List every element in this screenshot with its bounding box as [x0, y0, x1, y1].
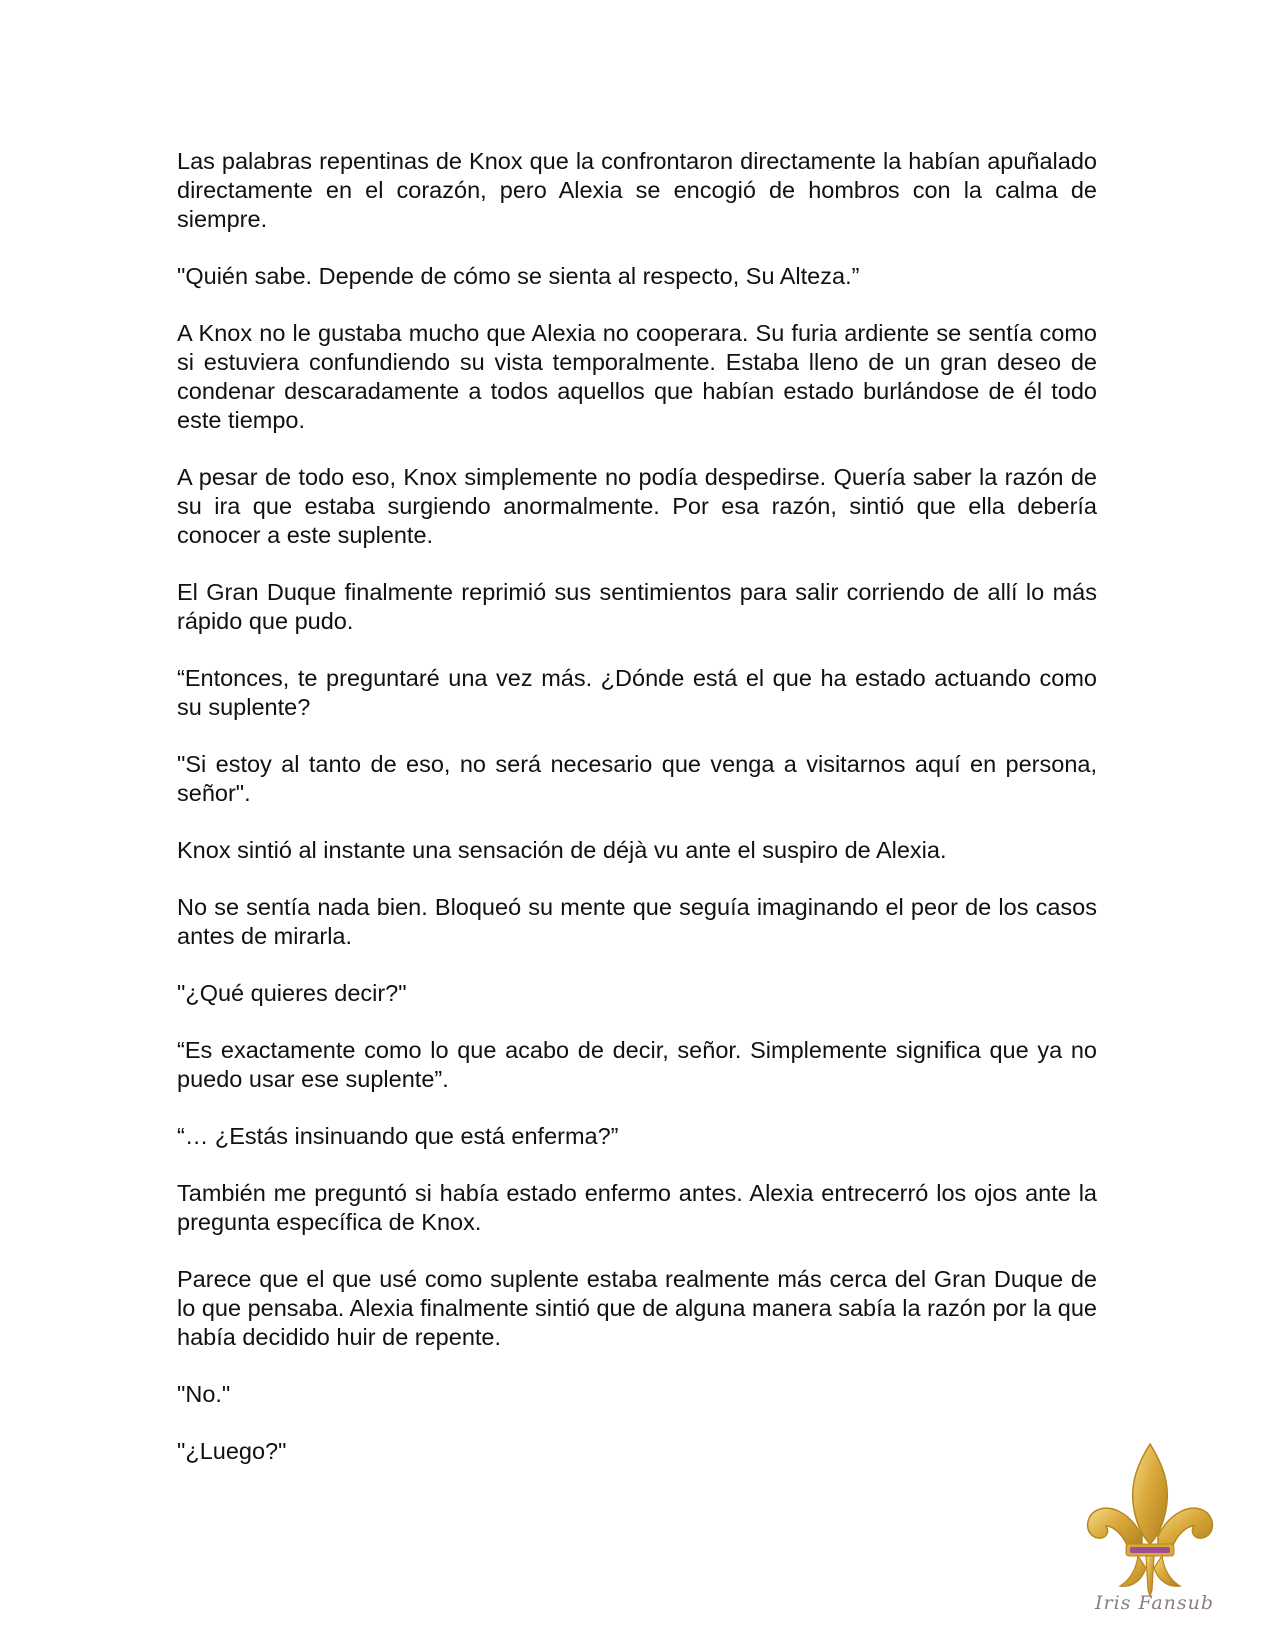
paragraph: "¿Luego?" [177, 1438, 287, 1464]
paragraph: “Es exactamente como lo que acabo de decir, señor. Simplemente significa que ya no puedo usar ese suplente”. [177, 1037, 1097, 1092]
paragraph: "Si estoy al tanto de eso, no será necesario que venga a visitarnos aquí en persona, señor". [177, 751, 1097, 806]
paragraph: A pesar de todo eso, Knox simplemente no podía despedirse. Quería saber la razón de su ira que estaba surgiendo anormalmente. Por esa razón, sintió que ella debería conocer a este suplente. [177, 464, 1097, 548]
paragraph: "Quién sabe. Depende de cómo se sienta al respecto, Su Alteza.” [177, 263, 860, 289]
paragraph: Knox sintió al instante una sensación de déjà vu ante el suspiro de Alexia. [177, 837, 947, 863]
watermark-text: Iris Fansub [1095, 1592, 1215, 1614]
paragraph: Parece que el que usé como suplente estaba realmente más cerca del Gran Duque de lo que pensaba. Alexia finalmente sintió que de alguna manera sabía la razón por la que había decidido huir de repente. [177, 1266, 1097, 1350]
paragraph: “Entonces, te preguntaré una vez más. ¿Dónde está el que ha estado actuando como su suplente? [177, 665, 1097, 720]
paragraph: El Gran Duque finalmente reprimió sus sentimientos para salir corriendo de allí lo más rápido que pudo. [177, 579, 1097, 634]
paragraph: "No." [177, 1381, 231, 1407]
document-body [177, 147, 1097, 1494]
paragraph: No se sentía nada bien. Bloqueó su mente que seguía imaginando el peor de los casos antes de mirarla. [177, 894, 1097, 949]
paragraph: “… ¿Estás insinuando que está enferma?” [177, 1123, 619, 1149]
paragraph: También me preguntó si había estado enfermo antes. Alexia entrecerró los ojos ante la pregunta específica de Knox. [177, 1180, 1097, 1235]
paragraph: Las palabras repentinas de Knox que la confrontaron directamente la habían apuñalado directamente en el corazón, pero Alexia se encogió de hombros con la calma de siempre. [177, 148, 1097, 232]
paragraph: A Knox no le gustaba mucho que Alexia no cooperara. Su furia ardiente se sentía como si estuviera confundiendo su vista temporalmente. Estaba lleno de un gran deseo de condenar descaradamente a todos aquellos que habían estado burlándose de él todo este tiempo. [177, 320, 1097, 433]
paragraph: "¿Qué quieres decir?" [177, 980, 407, 1006]
